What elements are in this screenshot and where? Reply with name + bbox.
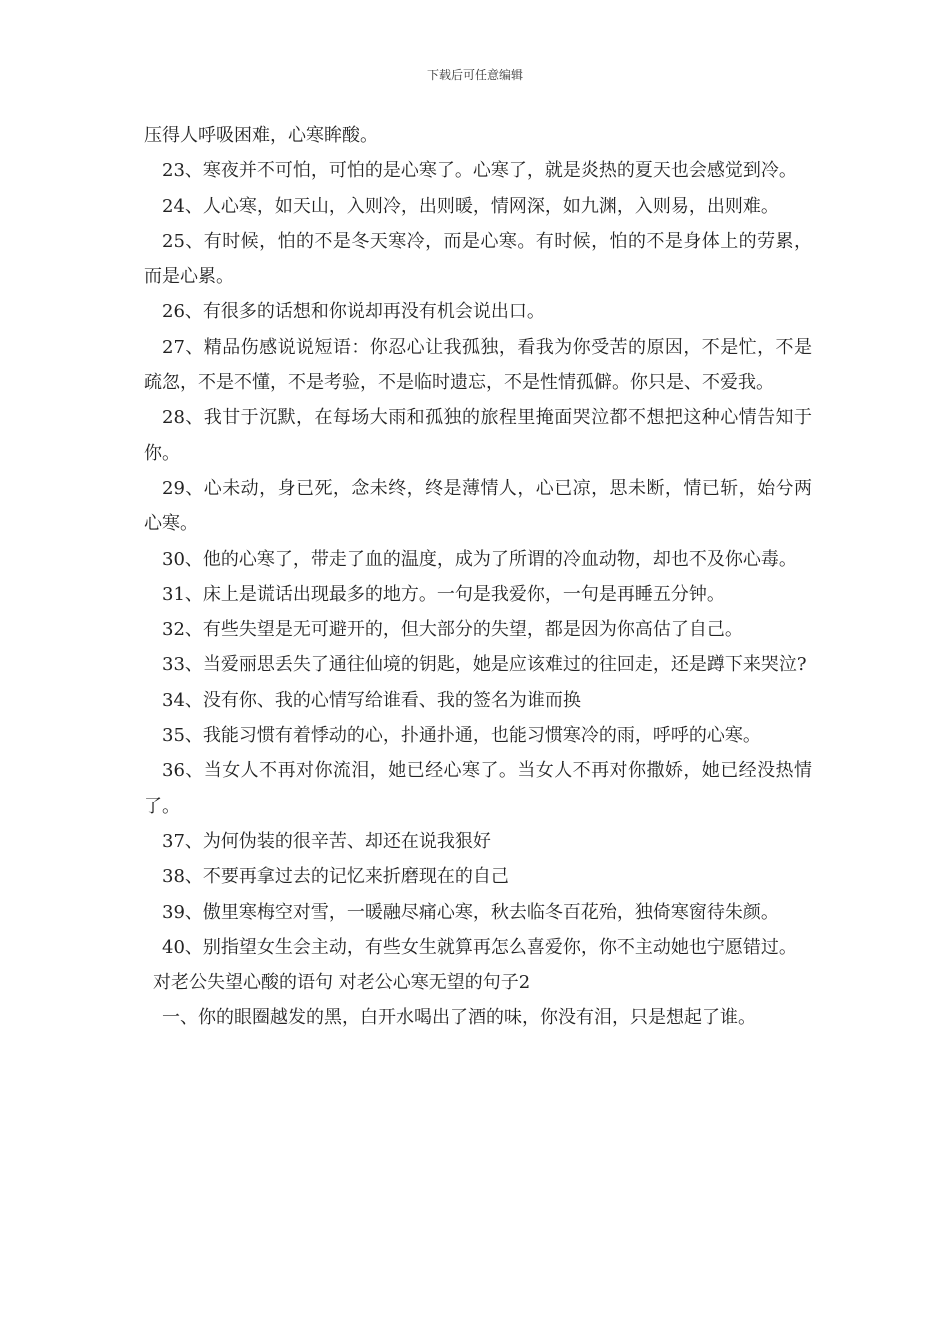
page-header: 下载后可任意编辑 [426, 68, 523, 82]
list-item-32: 32、有些失望是无可避开的，但大部分的失望，都是因为你高估了自己。 [162, 619, 743, 641]
list-item-23: 23、寒夜并不可怕，可怕的是心寒了。心寒了，就是炎热的夏天也会感觉到冷。 [162, 160, 797, 182]
list-item-29: 29、心未动，身已死，念未终，终是薄情人，心已凉，思未断，情已斩，始兮两心寒。 [144, 477, 812, 535]
list-item-37: 37、为何伪装的很辛苦、却还在说我狠好 [162, 830, 491, 852]
paragraph-continuation: 压得人呼吸困难，心寒眸酸。 [144, 125, 378, 146]
list-item-34: 34、没有你、我的心情写给谁看、我的签名为谁而换 [162, 689, 581, 711]
list-item-39: 39、傲里寒梅空对雪，一暖融尽痛心寒，秋去临冬百花殆，独倚寒窗待朱颜。 [162, 901, 779, 923]
document-body [144, 118, 812, 1036]
list-item-27: 27、精品伤感说说短语：你忍心让我孤独，看我为你受苦的原因，不是忙，不是疏忽，不是不懂，不是考验，不是临时遗忘，不是性情孤僻。你只是、不爱我。 [144, 336, 812, 394]
list-item-36: 36、当女人不再对你流泪，她已经心寒了。当女人不再对你撒娇，她已经没热情了。 [144, 760, 812, 817]
list-item-40: 40、别指望女生会主动，有些女生就算再怎么喜爱你，你不主动她也宁愿错过。 [162, 936, 797, 958]
section-subtitle: 对老公失望心酸的语句 对老公心寒无望的句子2 [153, 972, 531, 994]
list-item-38: 38、不要再拿过去的记忆来折磨现在的自己 [162, 866, 509, 888]
list-item-one: 一、你的眼圈越发的黑，白开水喝出了酒的味，你没有泪，只是想起了谁。 [162, 1007, 756, 1029]
list-item-35: 35、我能习惯有着悸动的心，扑通扑通，也能习惯寒冷的雨，呼呼的心寒。 [162, 725, 761, 747]
list-item-28: 28、我甘于沉默，在每场大雨和孤独的旅程里掩面哭泣都不想把这种心情告知于你。 [144, 407, 812, 464]
list-item-24: 24、人心寒，如天山，入则冷，出则暖，情网深，如九渊，入则易，出则难。 [162, 195, 779, 217]
list-item-26: 26、有很多的话想和你说却再没有机会说出口。 [162, 301, 545, 323]
list-item-30: 30、他的心寒了，带走了血的温度，成为了所谓的冷血动物，却也不及你心毒。 [162, 548, 797, 570]
list-item-33: 33、当爱丽思丢失了通往仙境的钥匙，她是应该难过的往回走，还是蹲下来哭泣? [162, 654, 807, 676]
list-item-25: 25、有时候，怕的不是冬天寒冷，而是心寒。有时候，怕的不是身体上的劳累，而是心累。 [144, 230, 812, 288]
list-item-31: 31、床上是谎话出现最多的地方。一句是我爱你，一句是再睡五分钟。 [162, 583, 725, 605]
